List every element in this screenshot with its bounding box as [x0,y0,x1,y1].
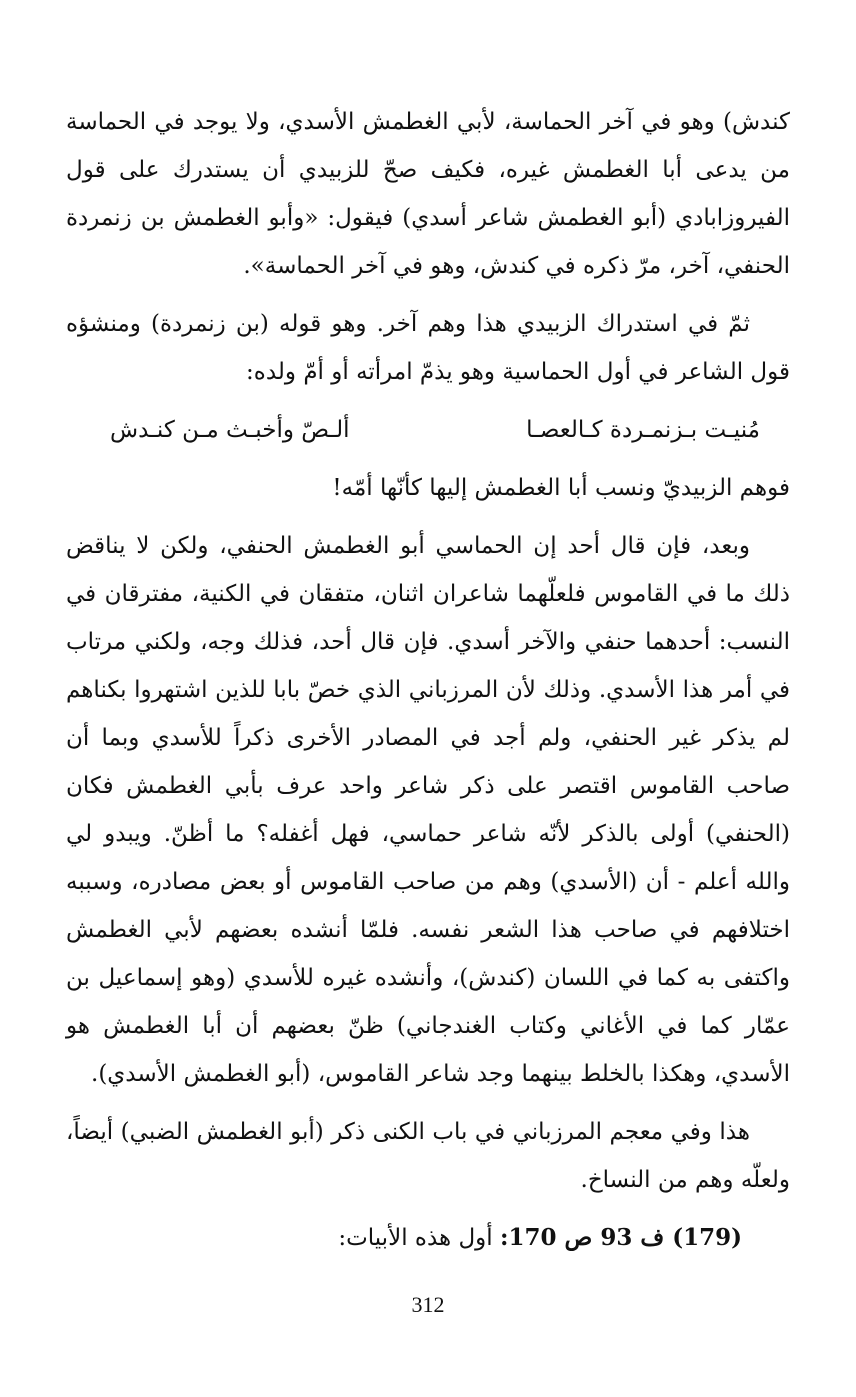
verse-first-hemistich: مُنيـت بـزنمـردة كـالعصـا [526,417,760,443]
footnote-entry [66,1214,742,1262]
paragraph-2: ثمّ في استدراك الزبيدي هذا وهم آخر. وهو قوله (بن زنمردة) ومنشؤه قول الشاعر في أول الحماسية وهو يذمّ امرأته أو أمّ ولده: [66,311,790,385]
footnote-text: أول هذه الأبيات: [338,1225,493,1251]
verse-second-hemistich: ألـصّ وأخبـث مـن كنـدش [110,417,350,443]
paragraph-3: فوهم الزبيديّ ونسب أبا الغطمش إليها كأنّها أمّه! [332,475,790,501]
paragraph-4: وبعد، فإن قال أحد إن الحماسي أبو الغطمش الحنفي، ولكن لا يناقض ذلك ما في القاموس فلعلّهما شاعران اثنان، متفقان في الكنية، مفترقان في النسب: أحدهما حنفي والآخر أسدي. فإن قال أحد، فذلك وجه، ولكني مرتاب في أمر هذا الأسدي. وذلك لأن المرزباني الذي خصّ بابا للذين اشتهروا بكناهم لم يذكر غير الحنفي، ولم أجد في المصادر الأخرى ذكراً للأسدي وبما أن صاحب القاموس اقتصر على ذكر شاعر واحد عرف بأبي الغطمش فكان (الحنفي) أولى بالذكر لأنّه شاعر حماسي، فهل أغفله؟ ما أظنّ. ويبدو لي والله أعلم - أن (الأسدي) وهم من صاحب القاموس أو بعض مصادره، وسببه اختلافهم في صاحب هذا الشعر نفسه. فلمّا أنشده بعضهم لأبي الغطمش واكتفى به كما في اللسان (كندش)، وأنشده غيره للأسدي (وهو إسماعيل بن عمّار كما في الأغاني وكتاب الغندجاني) ظنّ بعضهم أن أبا الغطمش هو الأسدي، وهكذا بالخلط بينهما وجد شاعر القاموس، (أبو الغطمش الأسدي). [66,533,790,1087]
paragraph-5: هذا وفي معجم المرزباني في باب الكنى ذكر (أبو الغطمش الضبي) أيضاً، ولعلّه وهم من النساخ. [66,1119,790,1193]
paragraph-1: كندش) وهو في آخر الحماسة، لأبي الغطمش الأسدي، ولا يوجد في الحماسة من يدعى أبا الغطمش غيره، فكيف صحّ للزبيدي أن يستدرك على قول الفيروزابادي (أبو الغطمش شاعر أسدي) فيقول: «وأبو الغطمش بن زنمردة الحنفي، آخر، مرّ ذكره في كندش، وهو في آخر الحماسة». [66,109,790,279]
page-body [66,98,790,1262]
footnote-reference: (179) ف 93 ص 170: [499,1224,742,1251]
poem-verse [110,406,760,454]
page-number: 312 [411,1292,445,1317]
